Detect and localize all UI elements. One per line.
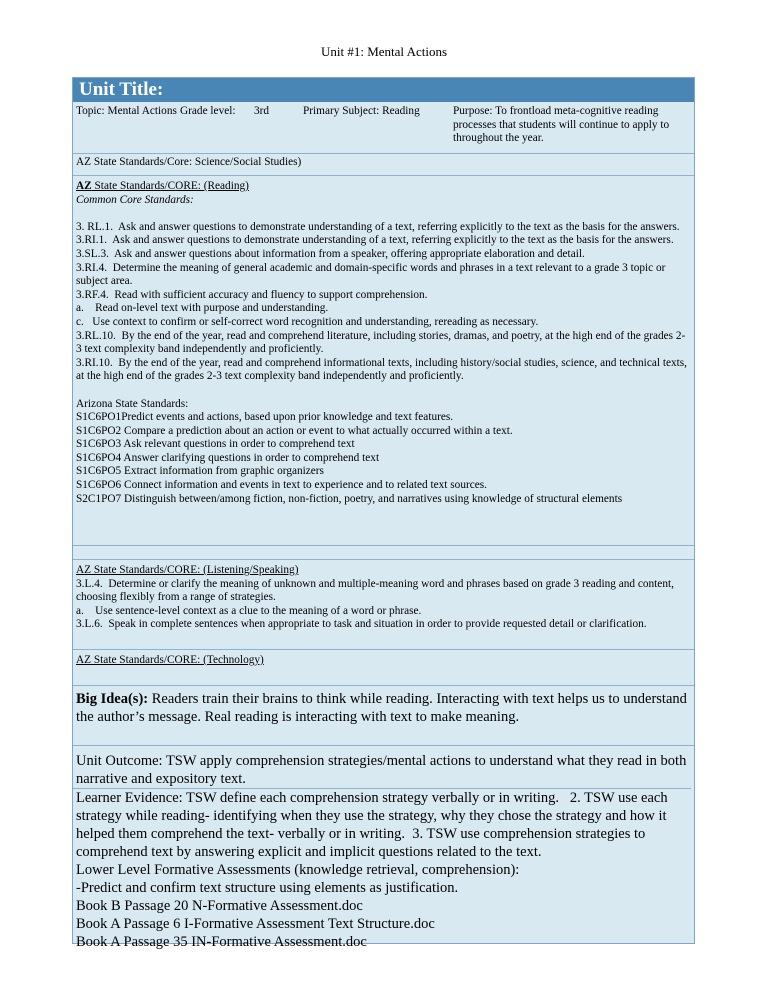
technology-standards-heading (76, 654, 264, 668)
az-standard-line: S1C6PO1Predict events and actions, based upon prior knowledge and text features. (76, 411, 454, 424)
primary-subject-field: Primary Subject: Reading (303, 105, 420, 117)
standard-line: 3.RL.10. By the end of the year, read and comprehend literature, including stories, dramas, and poetry, at the high end of the grades 2-3 text complexity band independently and proficiently. (76, 329, 686, 356)
unit-outcome: Unit Outcome: TSW apply comprehension strategies/mental actions to understand what they read in both narrative and expository text. (76, 753, 690, 787)
formative-assessments-heading: Lower Level Formative Assessments (knowledge retrieval, comprehension): (76, 862, 520, 878)
arizona-standards-heading: Arizona State Standards: (76, 397, 189, 410)
purpose-field: Purpose: To frontload meta-cognitive reading processes that students will continue to apply to throughout the year. (453, 105, 670, 145)
listening-line: a. Use sentence-level context as a clue to the meaning of a word or phrase. (76, 604, 422, 617)
az-standard-line: S2C1PO7 Distinguish between/among fiction, non-fiction, poetry, and narratives using knowledge of structural elements (76, 492, 623, 505)
learner-evidence: Learner Evidence: TSW define each comprehension strategy verbally or in writing. 2. TSW use each strategy while reading- identifying when they use the strategy, why they chose the strategy and how it helped them comprehend the text- verbally or in writing. 3. TSW use comprehension strategies to comprehend text by answering explicit and implicit questions related to the text. (76, 790, 672, 860)
standard-line: 3. RL.1. Ask and answer questions to demonstrate understanding of a text, referring explicitly to the text as the basis for the answers. (76, 220, 680, 233)
reading-standards-heading (76, 180, 690, 194)
outcome-row (73, 746, 694, 950)
common-core-subheading: Common Core Standards: (76, 193, 194, 206)
technology-standards-row (73, 650, 694, 686)
science-standards-row (73, 154, 694, 176)
assessment-item: -Predict and confirm text structure using elements as justification. (76, 880, 459, 896)
unit-title-bar (73, 78, 694, 102)
empty-row (73, 546, 694, 560)
assessment-item: Book B Passage 20 N-Formative Assessment.doc (76, 898, 363, 914)
reading-standards-row (73, 176, 694, 546)
assessment-item: Book A Passage 6 I-Formative Assessment Text Structure.doc (76, 916, 435, 932)
az-standard-line: S1C6PO4 Answer clarifying questions in order to comprehend text (76, 451, 380, 464)
page-header: Unit #1: Mental Actions (320, 44, 448, 59)
unit-title: Unit Title: (79, 79, 164, 100)
listening-standards-heading (76, 564, 690, 578)
grade-level-label: Grade level: (180, 105, 236, 117)
big-idea-text: Readers train their brains to think while reading. Interacting with text helps us to understand the author’s message. Real reading is interacting with text to make meaning. (76, 691, 687, 725)
standard-line: 3.SL.3. Ask and answer questions about information from a speaker, offering appropriate elaboration and detail. (76, 247, 585, 260)
listening-line: 3.L.4. Determine or clarify the meaning of unknown and multiple-meaning word and phrases based on grade 3 reading and content, choosing flexibly from a range of strategies. (76, 577, 677, 604)
az-standard-line: S1C6PO5 Extract information from graphic organizers (76, 465, 324, 478)
standard-line: 3.RF.4. Read with sufficient accuracy and fluency to support comprehension. (76, 288, 428, 301)
standard-line: 3.RI.4. Determine the meaning of general academic and domain-specific words and phrases in a text relevant to a grade 3 topic or subject area. (76, 261, 669, 288)
az-standard-line: S1C6PO6 Connect information and events in text to experience and to related text sources. (76, 479, 487, 492)
science-standards-heading: AZ State Standards/Core: Science/Social Studies) (76, 156, 302, 168)
topic-row (73, 102, 694, 154)
big-idea-label: Big Idea(s): (76, 691, 149, 707)
reading-heading-rest: State Standards/CORE: (Reading) (91, 180, 249, 192)
standard-line: 3.RI.1. Ask and answer questions to demonstrate understanding of a text, referring explicitly to the text as the basis for the answers. (76, 234, 674, 247)
grade-level-value: 3rd (254, 105, 270, 117)
listening-standards-row (73, 560, 694, 650)
standard-line: a. Read on-level text with purpose and understanding. (76, 302, 329, 315)
technology-heading-text: AZ State Standards/CORE: (Technology) (76, 654, 264, 666)
az-standard-line: S1C6PO2 Compare a prediction about an action or event to what actually occurred within a text. (76, 424, 513, 437)
unit-plan-table (72, 77, 695, 950)
assessment-item: Book A Passage 35 IN-Formative Assessment.doc (76, 934, 367, 950)
standard-line: c. Use context to confirm or self-correct word recognition and understanding, rereading as necessary. (76, 315, 539, 328)
listening-line: 3.L.6. Speak in complete sentences when appropriate to task and situation in order to provide requested detail or clarification. (76, 618, 647, 631)
topic-field: Topic: Mental Actions (76, 105, 177, 117)
reading-heading-az: AZ (76, 180, 92, 192)
listening-heading-text: AZ State Standards/CORE: (Listening/Speaking) (76, 564, 299, 576)
big-idea-row (73, 686, 694, 746)
standard-line: 3.RI.10. By the end of the year, read and comprehend informational texts, including history/social studies, science, and technical texts, at the high end of the grades 2-3 text complexity band independently and proficiently. (76, 356, 690, 383)
az-standard-line: S1C6PO3 Ask relevant questions in order to comprehend text (76, 438, 355, 451)
